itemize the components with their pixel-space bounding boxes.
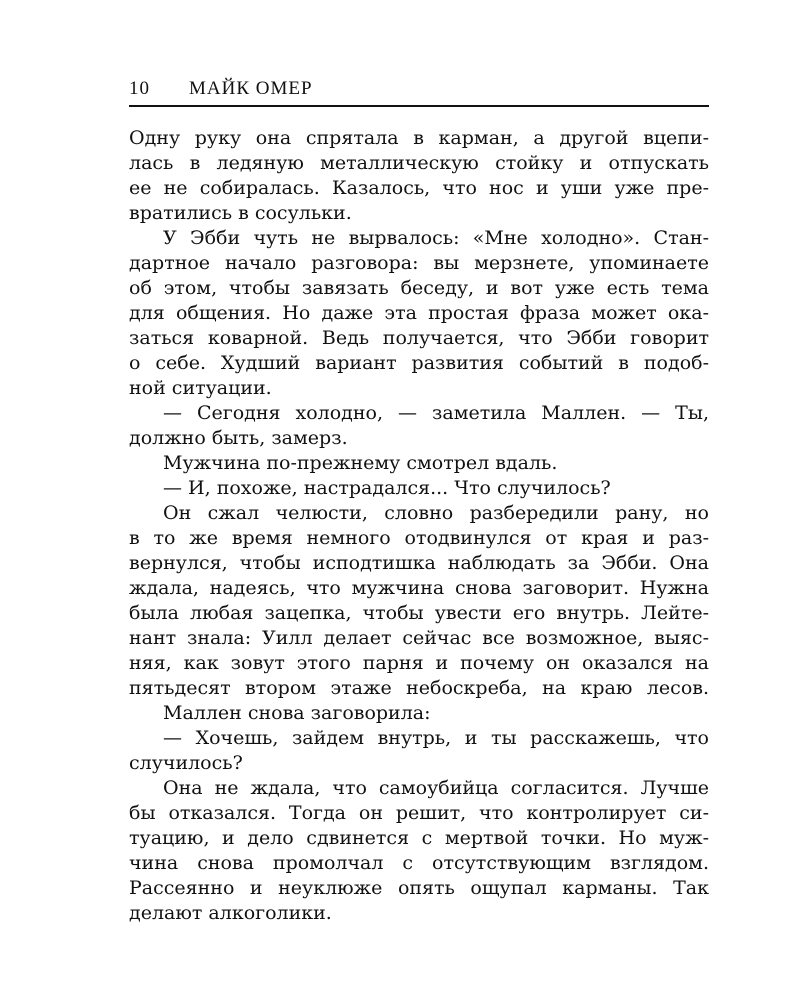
- text-line: случилось?: [129, 752, 243, 774]
- text-line: туацию, и дело сдвинется с мертвой точки. Но муж-: [129, 827, 709, 849]
- text-line: бы отказался. Тогда он решит, что контролирует си-: [129, 802, 709, 824]
- text-line: Маллен снова заговорила:: [163, 702, 431, 724]
- text-line: Она не ждала, что самоубийца согласится. Лучше: [163, 777, 709, 799]
- text-line: делают алкоголики.: [129, 902, 332, 924]
- text-line: для общения. Но даже эта простая фраза может ока-: [129, 302, 709, 324]
- text-line: ждала, надеясь, что мужчина снова заговорит. Нужна: [129, 577, 709, 599]
- text-line: об этом, чтобы завязать беседу, и вот уже есть тема: [129, 277, 709, 299]
- text-line: У Эбби чуть не вырвалось: «Мне холодно». Стан-: [163, 227, 709, 249]
- text-line: заться коварной. Ведь получается, что Эбби говорит: [129, 327, 709, 349]
- page-number: 10: [129, 78, 150, 99]
- text-line: Мужчина по-прежнему смотрел вдаль.: [163, 452, 558, 474]
- text-line: вернулся, чтобы исподтишка наблюдать за Эбби. Она: [129, 552, 709, 574]
- text-line: вратились в сосульки.: [129, 202, 352, 224]
- text-line: — Хочешь, зайдем внутрь, и ты расскажешь, что: [163, 727, 709, 749]
- text-line: пятьдесят втором этаже небоскреба, на краю лесов.: [129, 677, 709, 699]
- text-line: Рассеянно и неуклюже опять ощупал карманы. Так: [129, 877, 709, 899]
- text-line: — И, похоже, настрадался... Что случилось?: [163, 477, 611, 499]
- text-line: — Сегодня холодно, — заметила Маллен. — Ты,: [163, 402, 709, 424]
- text-line: ной ситуации.: [129, 377, 272, 399]
- running-header: [129, 78, 709, 107]
- text-line: была любая зацепка, чтобы увести его внутрь. Лейте-: [129, 602, 709, 624]
- text-line: о себе. Худший вариант развития событий в подоб-: [129, 352, 709, 374]
- text-line: Он сжал челюсти, словно разбередили рану, но: [163, 502, 709, 524]
- text-line: в то же время немного отодвинулся от края и раз-: [129, 527, 709, 549]
- author-name: МАЙК ОМЕР: [189, 78, 313, 99]
- text-line: ее не собиралась. Казалось, что нос и уши уже пре-: [129, 177, 709, 199]
- text-line: няя, как зовут этого парня и почему он оказался на: [129, 652, 709, 674]
- body-text: [129, 126, 709, 926]
- text-line: должно быть, замерз.: [129, 427, 348, 449]
- text-line: нант знала: Уилл делает сейчас все возможное, выяс-: [129, 627, 709, 649]
- text-line: дартное начало разговора: вы мерзнете, упоминаете: [129, 252, 709, 274]
- text-line: лась в ледяную металлическую стойку и отпускать: [129, 152, 709, 174]
- book-page: [129, 78, 709, 926]
- text-line: Одну руку она спрятала в карман, а другой вцепи-: [129, 127, 709, 149]
- text-line: чина снова промолчал с отсутствующим взглядом.: [129, 852, 709, 874]
